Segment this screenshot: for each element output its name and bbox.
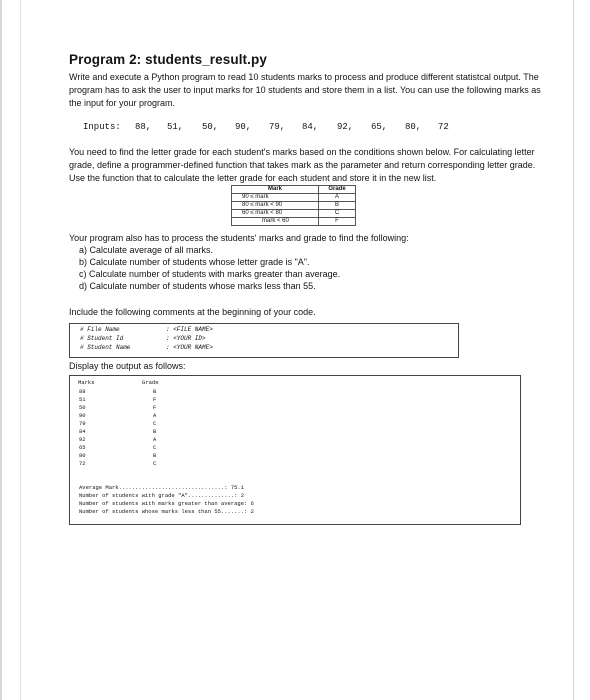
grade-condition: 90 ≤ mark (232, 194, 319, 202)
input-value: 51, (167, 122, 184, 132)
input-value: 90, (235, 122, 252, 132)
output-grade: B (153, 452, 157, 459)
comment-value: : <YOUR NAME> (166, 344, 213, 351)
output-header-grade: Grade (142, 379, 159, 386)
grade-table-col-mark: Mark (232, 186, 319, 194)
comments-code-box (69, 323, 459, 358)
grade-table-row (232, 210, 356, 218)
grade-table-header (232, 186, 356, 194)
grade-table-row (232, 218, 356, 226)
input-value: 92, (337, 122, 354, 132)
output-grade: B (153, 388, 157, 395)
output-mark: 50 (79, 404, 86, 411)
grade-paragraph: You need to find the letter grade for each student's marks based on the conditions shown below. For calculating letter grade, define a programmer-defined function that takes mark as the parameter and return corresponding letter grade. Use the function that to calculate the letter grade for each student and store it in the new list. (69, 147, 536, 183)
grade-letter: B (319, 202, 356, 210)
output-grade: F (153, 404, 157, 411)
grade-table-col-grade: Grade (319, 186, 356, 194)
output-stat-line: Number of students with marks greater than average: 6 (79, 500, 254, 507)
input-value: 80, (405, 122, 422, 132)
viewer-left-edge (0, 0, 2, 700)
grade-table (231, 185, 356, 226)
input-value: 84, (302, 122, 319, 132)
input-value: 50, (202, 122, 219, 132)
grade-condition: mark < 60 (232, 218, 319, 226)
output-grade: C (153, 460, 157, 467)
comment-value: : <FILE NAME> (166, 326, 213, 333)
output-grade: B (153, 428, 157, 435)
comment-line (80, 344, 213, 352)
inputs-line (83, 122, 549, 132)
output-grade: C (153, 420, 157, 427)
input-value: 88, (135, 122, 152, 132)
tasks-section (69, 232, 549, 292)
comment-line (80, 326, 213, 334)
output-stat-line: Number of students with grade "A"..............: 2 (79, 492, 245, 499)
tasks-intro: Your program also has to process the students' marks and grade to find the following: (69, 233, 409, 243)
output-stat-line: Number of students whose marks less than 55.......: 2 (79, 508, 254, 515)
task-item: c) Calculate number of students with marks greater than average. (79, 269, 341, 279)
sample-output-box (69, 375, 521, 525)
output-mark: 79 (79, 420, 86, 427)
output-header-marks: Marks (78, 379, 95, 386)
output-mark: 84 (79, 428, 86, 435)
grade-letter: A (319, 194, 356, 202)
input-value: 65, (371, 122, 388, 132)
output-mark: 80 (79, 452, 86, 459)
input-value: 72 (438, 122, 449, 132)
program-title: Program 2: students_result.py (69, 52, 267, 67)
comments-intro: Include the following comments at the beginning of your code. (69, 307, 316, 317)
output-mark: 92 (79, 436, 86, 443)
output-grade: F (153, 396, 157, 403)
output-stat-line: Average Mark................................: 75.1 (79, 484, 245, 491)
output-mark: 72 (79, 460, 86, 467)
grade-condition: 80 ≤ mark < 90 (232, 202, 319, 210)
task-item: a) Calculate average of all marks. (79, 245, 214, 255)
output-mark: 90 (79, 412, 86, 419)
grade-table-row (232, 194, 356, 202)
output-mark: 65 (79, 444, 86, 451)
comment-label: # Student Id (80, 335, 124, 342)
output-mark: 88 (79, 388, 86, 395)
grade-letter: F (319, 218, 356, 226)
task-item: b) Calculate number of students whose letter grade is "A". (79, 257, 310, 267)
grade-letter: C (319, 210, 356, 218)
task-item: d) Calculate number of students whose marks less than 55. (79, 281, 316, 291)
intro-paragraph: Write and execute a Python program to read 10 students marks to process and produce different statistcal output. The program has to ask the user to input marks for 10 students and store them in a list. You can use the following marks as the input for your program. (69, 72, 541, 108)
grade-condition: 60 ≤ mark < 80 (232, 210, 319, 218)
comment-label: # File Name (80, 326, 120, 333)
grade-table-row (232, 202, 356, 210)
inputs-label: Inputs: (83, 122, 121, 132)
display-intro: Display the output as follows: (69, 361, 186, 371)
document-page (20, 0, 574, 700)
output-mark: 51 (79, 396, 86, 403)
input-value: 79, (269, 122, 286, 132)
output-grade: A (153, 412, 157, 419)
output-grade: C (153, 444, 157, 451)
comment-value: : <YOUR ID> (166, 335, 206, 342)
comment-label: # Student Name (80, 344, 131, 351)
comment-line (80, 335, 206, 343)
output-grade: A (153, 436, 157, 443)
document-content (69, 52, 549, 525)
